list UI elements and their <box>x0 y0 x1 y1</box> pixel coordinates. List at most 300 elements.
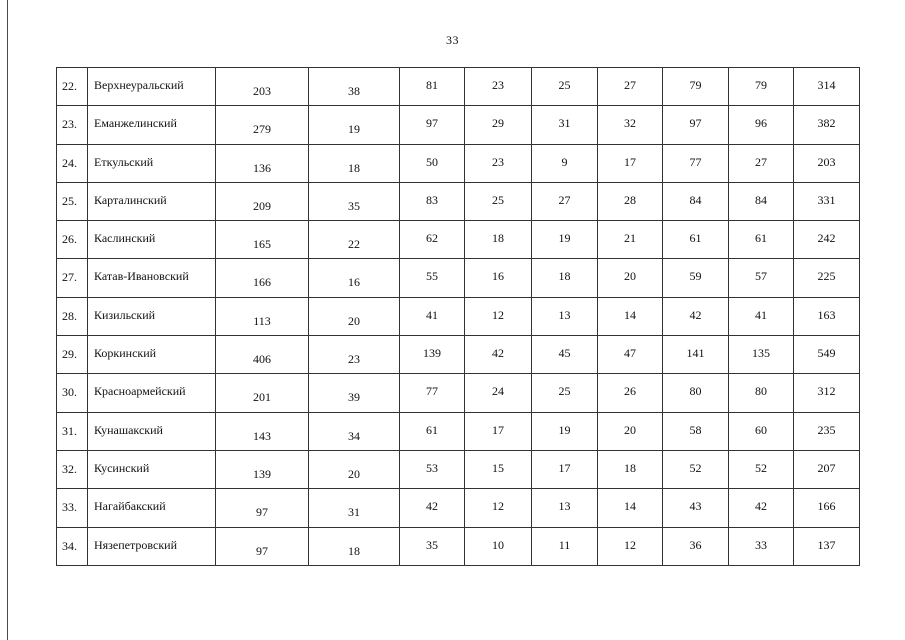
value-col-4: 24 <box>492 384 504 399</box>
row-number: 34. <box>62 538 77 553</box>
table-cell <box>57 68 88 106</box>
value-col-1: 139 <box>253 466 271 481</box>
district-name: Нязепетровский <box>94 537 177 552</box>
value-col-3: 81 <box>426 78 438 92</box>
value-col-7: 52 <box>689 460 702 475</box>
value-col-8: 60 <box>755 422 767 437</box>
table-cell <box>598 182 663 220</box>
value-col-4: 12 <box>492 499 504 514</box>
table-cell <box>794 336 860 374</box>
table-cell <box>88 259 216 297</box>
table-cell <box>729 412 794 450</box>
value-col-5: 11 <box>558 537 571 552</box>
table-cell <box>216 450 309 488</box>
value-col-5: 19 <box>558 231 571 246</box>
table-cell <box>794 450 860 488</box>
value-col-5: 27 <box>558 192 571 207</box>
value-col-6: 18 <box>624 460 636 475</box>
table-cell <box>57 106 88 144</box>
row-number: 22. <box>62 79 77 93</box>
table-cell <box>532 336 598 374</box>
value-col-1: 203 <box>253 84 271 98</box>
value-col-6: 27 <box>624 78 636 92</box>
table-cell <box>794 297 860 335</box>
row-number: 26. <box>62 232 77 247</box>
table-cell <box>57 489 88 527</box>
value-col-6: 12 <box>624 537 636 552</box>
value-col-4: 29 <box>492 116 504 131</box>
table-cell <box>663 259 729 297</box>
page-number: 33 <box>446 33 459 47</box>
row-number: 33. <box>62 500 77 515</box>
table-cell <box>309 68 400 106</box>
table-cell <box>794 527 860 565</box>
table-cell <box>88 374 216 412</box>
table-cell <box>794 144 860 182</box>
value-col-9: 382 <box>817 116 836 131</box>
value-col-7: 36 <box>689 537 702 552</box>
value-col-1: 209 <box>253 198 271 213</box>
table-cell <box>465 412 532 450</box>
table-cell <box>88 182 216 220</box>
table-cell <box>216 106 309 144</box>
table-cell <box>598 527 663 565</box>
table-row <box>57 182 860 220</box>
table-row <box>57 374 860 412</box>
value-col-5: 25 <box>558 78 571 92</box>
value-col-1: 113 <box>253 313 271 328</box>
row-number: 31. <box>62 423 77 438</box>
value-col-3: 62 <box>426 231 438 246</box>
district-name: Каслинский <box>94 231 156 246</box>
table-cell <box>532 144 598 182</box>
table-cell <box>216 336 309 374</box>
table-cell <box>400 489 465 527</box>
value-col-8: 52 <box>755 460 767 475</box>
table-cell <box>532 374 598 412</box>
table-cell <box>598 144 663 182</box>
district-name: Верхнеуральский <box>94 78 184 92</box>
value-col-9: 203 <box>817 154 836 169</box>
table-cell <box>309 412 400 450</box>
table-cell <box>57 412 88 450</box>
table-cell <box>400 182 465 220</box>
table-cell <box>216 182 309 220</box>
value-col-6: 26 <box>624 384 636 399</box>
table-cell <box>794 259 860 297</box>
value-col-8: 80 <box>755 384 767 399</box>
row-number: 29. <box>62 347 77 362</box>
table-cell <box>532 297 598 335</box>
table-cell <box>309 221 400 259</box>
table-cell <box>57 450 88 488</box>
table-cell <box>57 259 88 297</box>
table-cell <box>465 374 532 412</box>
district-name: Красноармейский <box>94 384 186 399</box>
value-col-6: 28 <box>624 192 636 207</box>
value-col-1: 143 <box>253 428 271 443</box>
table-cell <box>400 221 465 259</box>
table-cell <box>465 106 532 144</box>
value-col-6: 17 <box>624 154 636 169</box>
table-cell <box>309 259 400 297</box>
value-col-4: 18 <box>492 231 504 246</box>
value-col-4: 25 <box>492 192 504 207</box>
district-name: Еманжелинский <box>94 116 177 131</box>
district-name: Нагайбакский <box>94 499 166 514</box>
table-cell <box>729 297 794 335</box>
table-cell <box>309 106 400 144</box>
table-cell <box>663 106 729 144</box>
table-cell <box>309 144 400 182</box>
table-cell <box>309 374 400 412</box>
value-col-2: 19 <box>348 122 360 137</box>
value-col-2: 16 <box>348 275 360 290</box>
value-col-3: 50 <box>426 154 438 169</box>
table-cell <box>216 68 309 106</box>
table-cell <box>400 259 465 297</box>
table-cell <box>216 297 309 335</box>
table-cell <box>532 106 598 144</box>
value-col-3: 55 <box>426 269 438 284</box>
table-cell <box>598 412 663 450</box>
value-col-6: 21 <box>624 231 636 246</box>
value-col-7: 58 <box>689 422 702 437</box>
table-cell <box>465 450 532 488</box>
table-cell <box>532 68 598 106</box>
table-cell <box>465 527 532 565</box>
table-row <box>57 144 860 182</box>
table-cell <box>88 450 216 488</box>
value-col-3: 35 <box>426 537 438 552</box>
table-cell <box>216 527 309 565</box>
table-cell <box>598 106 663 144</box>
table-row <box>57 489 860 527</box>
table-cell <box>400 106 465 144</box>
table-row <box>57 106 860 144</box>
table-cell <box>57 182 88 220</box>
table-cell <box>400 374 465 412</box>
table-cell <box>663 527 729 565</box>
value-col-9: 312 <box>817 384 836 399</box>
value-col-7: 43 <box>689 499 702 514</box>
table-row <box>57 221 860 259</box>
table-cell <box>309 489 400 527</box>
value-col-2: 18 <box>348 160 360 175</box>
value-col-7: 42 <box>689 307 702 322</box>
row-number: 30. <box>62 385 77 400</box>
value-col-4: 23 <box>492 78 504 92</box>
table-cell <box>216 221 309 259</box>
value-col-7: 79 <box>689 78 702 92</box>
table-cell <box>729 527 794 565</box>
value-col-3: 77 <box>426 384 438 399</box>
district-name: Коркинский <box>94 346 157 361</box>
value-col-5: 17 <box>558 460 571 475</box>
page-left-edge <box>7 0 8 640</box>
value-col-7: 80 <box>689 384 702 399</box>
table-cell <box>729 68 794 106</box>
table-cell <box>598 489 663 527</box>
value-col-9: 137 <box>817 537 836 552</box>
table-row <box>57 336 860 374</box>
data-table <box>56 67 860 566</box>
table-cell <box>532 182 598 220</box>
value-col-8: 42 <box>755 499 767 514</box>
table-cell <box>57 336 88 374</box>
table-cell <box>663 336 729 374</box>
table-cell <box>88 221 216 259</box>
table-cell <box>88 527 216 565</box>
value-col-7: 97 <box>689 116 702 131</box>
table-cell <box>729 489 794 527</box>
value-col-2: 20 <box>348 466 360 481</box>
value-col-9: 242 <box>817 231 836 246</box>
row-number: 25. <box>62 193 77 208</box>
table-cell <box>729 450 794 488</box>
district-name: Кизильский <box>94 307 156 322</box>
table-cell <box>729 182 794 220</box>
table-cell <box>57 221 88 259</box>
table-cell <box>309 297 400 335</box>
table-cell <box>598 374 663 412</box>
value-col-1: 165 <box>253 237 271 252</box>
value-col-6: 47 <box>624 346 636 361</box>
value-col-8: 41 <box>755 307 767 322</box>
table-cell <box>88 412 216 450</box>
table-cell <box>532 450 598 488</box>
value-col-3: 41 <box>426 307 438 322</box>
value-col-6: 32 <box>624 116 636 131</box>
value-col-1: 97 <box>256 505 268 520</box>
table-cell <box>400 297 465 335</box>
district-name: Катав-Ивановский <box>94 269 189 284</box>
table-cell <box>216 412 309 450</box>
value-col-8: 33 <box>755 537 767 552</box>
district-name: Карталинский <box>94 192 167 207</box>
value-col-4: 42 <box>492 346 504 361</box>
value-col-5: 45 <box>558 346 571 361</box>
table-row <box>57 297 860 335</box>
district-name: Еткульский <box>94 154 154 169</box>
table-cell <box>400 450 465 488</box>
value-col-7: 61 <box>689 231 702 246</box>
table-cell <box>663 412 729 450</box>
table-cell <box>598 259 663 297</box>
value-col-8: 96 <box>755 116 767 131</box>
table-cell <box>465 144 532 182</box>
table-cell <box>88 489 216 527</box>
table-cell <box>663 182 729 220</box>
value-col-5: 18 <box>558 269 571 284</box>
value-col-2: 22 <box>348 237 360 252</box>
value-col-7: 84 <box>689 192 702 207</box>
table-cell <box>465 68 532 106</box>
table-cell <box>598 336 663 374</box>
table-cell <box>400 527 465 565</box>
table-cell <box>663 450 729 488</box>
row-number: 32. <box>62 461 77 476</box>
value-col-3: 139 <box>423 346 441 361</box>
value-col-8: 135 <box>752 346 770 361</box>
table-cell <box>88 297 216 335</box>
value-col-1: 97 <box>256 543 268 558</box>
table-cell <box>729 259 794 297</box>
value-col-6: 20 <box>624 422 636 437</box>
value-col-8: 84 <box>755 192 767 207</box>
table-row <box>57 259 860 297</box>
value-col-4: 23 <box>492 154 504 169</box>
value-col-7: 77 <box>689 154 702 169</box>
value-col-5: 13 <box>558 499 571 514</box>
table-cell <box>663 68 729 106</box>
table-cell <box>794 182 860 220</box>
table-cell <box>663 144 729 182</box>
table-cell <box>309 527 400 565</box>
table-cell <box>663 297 729 335</box>
table-cell <box>57 297 88 335</box>
value-col-8: 57 <box>755 269 767 284</box>
table-cell <box>216 144 309 182</box>
value-col-2: 18 <box>348 543 360 558</box>
table-cell <box>598 450 663 488</box>
table-cell <box>88 336 216 374</box>
table-cell <box>532 259 598 297</box>
value-col-9: 549 <box>817 346 836 361</box>
value-col-2: 34 <box>348 428 360 443</box>
table-cell <box>400 336 465 374</box>
value-col-7: 141 <box>686 346 705 361</box>
table-cell <box>309 336 400 374</box>
table-cell <box>663 221 729 259</box>
value-col-4: 16 <box>492 269 504 284</box>
value-col-3: 53 <box>426 460 438 475</box>
table-cell <box>598 221 663 259</box>
table-cell <box>598 68 663 106</box>
row-number: 24. <box>62 155 77 170</box>
table-cell <box>729 221 794 259</box>
table-cell <box>57 144 88 182</box>
value-col-9: 207 <box>817 460 836 475</box>
value-col-4: 10 <box>492 537 504 552</box>
value-col-1: 201 <box>253 390 271 405</box>
table-cell <box>88 106 216 144</box>
value-col-3: 61 <box>426 422 438 437</box>
table-cell <box>309 450 400 488</box>
value-col-5: 9 <box>561 154 568 169</box>
table-cell <box>794 68 860 106</box>
table-cell <box>465 259 532 297</box>
table-row <box>57 450 860 488</box>
table-cell <box>663 374 729 412</box>
value-col-1: 279 <box>253 122 271 137</box>
table-cell <box>729 106 794 144</box>
value-col-3: 97 <box>426 116 438 131</box>
table-row <box>57 527 860 565</box>
value-col-8: 61 <box>755 231 767 246</box>
value-col-4: 12 <box>492 307 504 322</box>
value-col-9: 331 <box>817 192 836 207</box>
value-col-5: 13 <box>558 307 571 322</box>
value-col-3: 42 <box>426 499 438 514</box>
value-col-1: 136 <box>253 160 271 175</box>
value-col-5: 19 <box>558 422 571 437</box>
table-cell <box>216 489 309 527</box>
district-name: Кусинский <box>94 460 150 475</box>
table-cell <box>532 412 598 450</box>
table-cell <box>465 182 532 220</box>
value-col-9: 163 <box>817 307 836 322</box>
value-col-9: 225 <box>817 269 836 284</box>
row-number: 28. <box>62 308 77 323</box>
table-row <box>57 68 860 106</box>
table-row <box>57 412 860 450</box>
table-cell <box>794 374 860 412</box>
table-cell <box>794 412 860 450</box>
table-cell <box>465 336 532 374</box>
value-col-3: 83 <box>426 192 438 207</box>
table-cell <box>532 221 598 259</box>
value-col-7: 59 <box>689 269 702 284</box>
table-cell <box>465 297 532 335</box>
table-cell <box>663 489 729 527</box>
value-col-2: 23 <box>348 352 360 367</box>
table-cell <box>88 68 216 106</box>
table-cell <box>57 527 88 565</box>
table-cell <box>216 374 309 412</box>
table-cell <box>598 297 663 335</box>
value-col-2: 20 <box>348 313 360 328</box>
table-cell <box>794 221 860 259</box>
value-col-2: 38 <box>348 84 360 98</box>
table-cell <box>729 374 794 412</box>
row-number: 27. <box>62 270 77 285</box>
table-cell <box>794 489 860 527</box>
value-col-9: 314 <box>817 78 836 92</box>
table-cell <box>729 144 794 182</box>
value-col-9: 166 <box>817 499 836 514</box>
value-col-9: 235 <box>817 422 836 437</box>
value-col-8: 79 <box>755 78 767 92</box>
table-cell <box>88 144 216 182</box>
table-cell <box>309 182 400 220</box>
value-col-2: 39 <box>348 390 360 405</box>
table-cell <box>465 221 532 259</box>
value-col-2: 31 <box>348 505 360 520</box>
table-cell <box>532 527 598 565</box>
table-cell <box>465 489 532 527</box>
table-cell <box>729 336 794 374</box>
table-cell <box>400 144 465 182</box>
district-name: Кунашакский <box>94 422 163 437</box>
table-cell <box>400 412 465 450</box>
table-cell <box>400 68 465 106</box>
value-col-4: 17 <box>492 422 504 437</box>
value-col-6: 20 <box>624 269 636 284</box>
value-col-5: 25 <box>558 384 571 399</box>
row-number: 23. <box>62 117 77 132</box>
table-cell <box>216 259 309 297</box>
table-cell <box>532 489 598 527</box>
value-col-1: 166 <box>253 275 271 290</box>
table-cell <box>794 106 860 144</box>
value-col-1: 406 <box>253 352 271 367</box>
value-col-4: 15 <box>492 460 504 475</box>
value-col-5: 31 <box>558 116 571 131</box>
value-col-8: 27 <box>755 154 767 169</box>
value-col-2: 35 <box>348 198 360 213</box>
value-col-6: 14 <box>624 499 636 514</box>
